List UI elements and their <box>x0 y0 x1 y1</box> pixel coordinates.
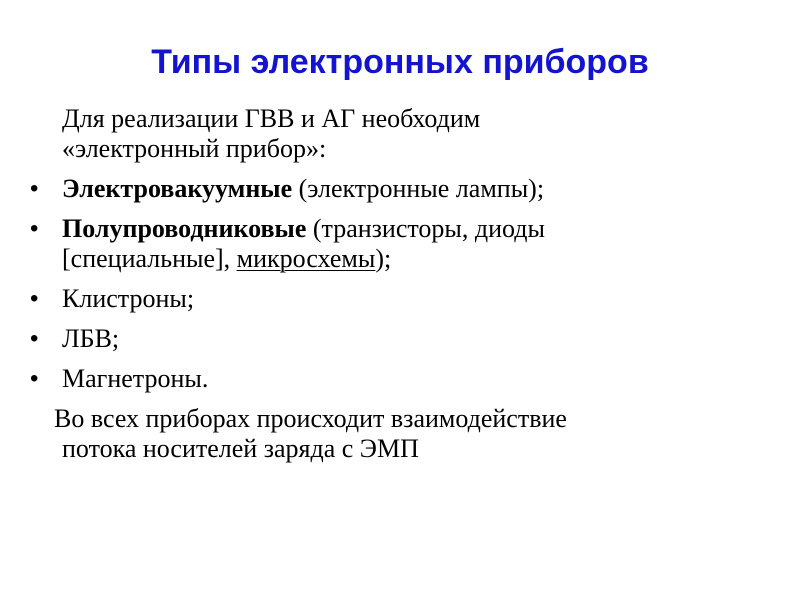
conclusion-line-1: Во всех приборах происходит взаимодействие <box>54 404 567 433</box>
list-item <box>0 364 752 394</box>
bullet-4-text: ЛБВ; <box>62 324 120 353</box>
bullet-2-text-line-2: [специальные], <box>62 244 237 273</box>
bullet-1-bold: Электровакуумные <box>62 174 293 203</box>
bullet-2-text-line-1: (транзисторы, диоды <box>306 214 545 243</box>
device-list <box>0 174 800 394</box>
slide-body <box>0 104 800 464</box>
microchips-link[interactable]: микросхемы <box>236 244 376 273</box>
list-item <box>0 214 752 274</box>
slide-title: Типы электронных приборов <box>151 43 649 81</box>
bullet-dot-icon: • <box>30 285 39 312</box>
bullet-dot-icon: • <box>30 175 39 202</box>
bullet-dot-icon: • <box>30 215 39 242</box>
bullet-2-bold: Полупроводниковые <box>62 214 307 243</box>
conclusion-paragraph <box>0 404 762 464</box>
bullet-3-text: Клистроны; <box>62 284 195 313</box>
list-item <box>0 324 752 354</box>
intro-paragraph <box>0 104 752 164</box>
intro-line-1: Для реализации ГВВ и АГ необходим <box>62 104 481 133</box>
intro-line-2: «электронный прибор»: <box>62 134 327 163</box>
list-item <box>0 174 752 204</box>
conclusion-line-2: потока носителей заряда с ЭМП <box>62 434 419 463</box>
bullet-2-text-end: ); <box>375 244 392 273</box>
bullet-1-text: (электронные лампы); <box>292 174 545 203</box>
bullet-dot-icon: • <box>30 365 39 392</box>
bullet-dot-icon: • <box>30 325 39 352</box>
bullet-5-text: Магнетроны. <box>62 364 209 393</box>
list-item <box>0 284 752 314</box>
